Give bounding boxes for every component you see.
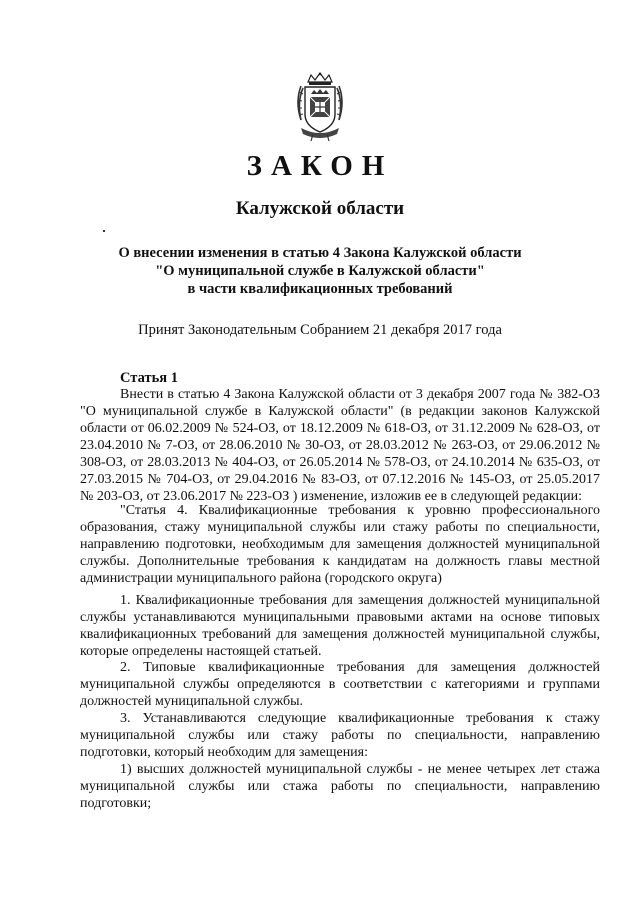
kaluga-coat-of-arms-icon: [291, 72, 349, 142]
heading-line: в части квалификационных требований: [187, 281, 453, 297]
adoption-line: Принят Законодательным Собранием 21 декабря 2017 года: [138, 322, 502, 338]
coat-of-arms-emblem: [291, 72, 349, 142]
body-paragraph: Внести в статью 4 Закона Калужской области от 3 декабря 2007 года № 382-ОЗ "О муниципальной службе в Калужской области" (в редакции законов Калужской области от 06.02.2009 № 524-ОЗ, от 18.12.2009 № 618-ОЗ, от 31.12.2009 № 628-ОЗ, от 23.04.2010 № 7-ОЗ, от 28.06.2010 № 30-ОЗ, от 28.03.2012 № 263-ОЗ, от 29.06.2012 № 308-ОЗ, от 28.03.2013 № 404-ОЗ, от 26.05.2014 № 578-ОЗ, от 24.10.2014 № 635-ОЗ, от 27.03.2015 № 704-ОЗ, от 29.04.2016 № 83-ОЗ, от 07.12.2016 № 145-ОЗ, от 25.05.2017 № 203-ОЗ, от 23.06.2017 № 223-ОЗ ) изменение, изложив ее в следующей редакции:: [80, 387, 600, 504]
body-paragraph: "Статья 4. Квалификационные требования к уровню профессионального образования, стажу муниципальной службы или стажу работы по специальности, направлению подготовки, необходимым для замещения должностей муниципальной службы. Дополнительные требования к кандидатам на должность главы местной администрации муниципального района (городского округа): [80, 503, 600, 586]
body-paragraph: 1. Квалификационные требования для замещения должностей муниципальной службы устанавливаются муниципальными правовыми актами на основе типовых квалификационных требований для замещения должностей муниципальной службы, которые определены настоящей статьей.: [80, 593, 600, 659]
article-title: Статья 1: [120, 370, 178, 386]
heading-line: "О муниципальной службе в Калужской области": [155, 263, 485, 279]
heading-line: О внесении изменения в статью 4 Закона Калужской области: [118, 245, 522, 261]
body-paragraph: 1) высших должностей муниципальной службы - не менее четырех лет стажа муниципальной службы или стажа работы по специальности, направлению подготовки;: [80, 762, 600, 811]
document-subtitle: Калужской области: [235, 198, 405, 219]
body-paragraph: 3. Устанавливаются следующие квалификационные требования к стажу муниципальной службы или стажу работы по специальности, направлению подготовки, который необходим для замещения:: [80, 711, 600, 760]
document-title: ЗАКОН: [246, 150, 394, 182]
stray-mark: [103, 230, 105, 232]
law-heading: [100, 244, 540, 298]
body-paragraph: 2. Типовые квалификационные требования для замещения должностей муниципальной службы определяются в соответствии с категориями и группами должностей муниципальной службы.: [80, 660, 600, 709]
